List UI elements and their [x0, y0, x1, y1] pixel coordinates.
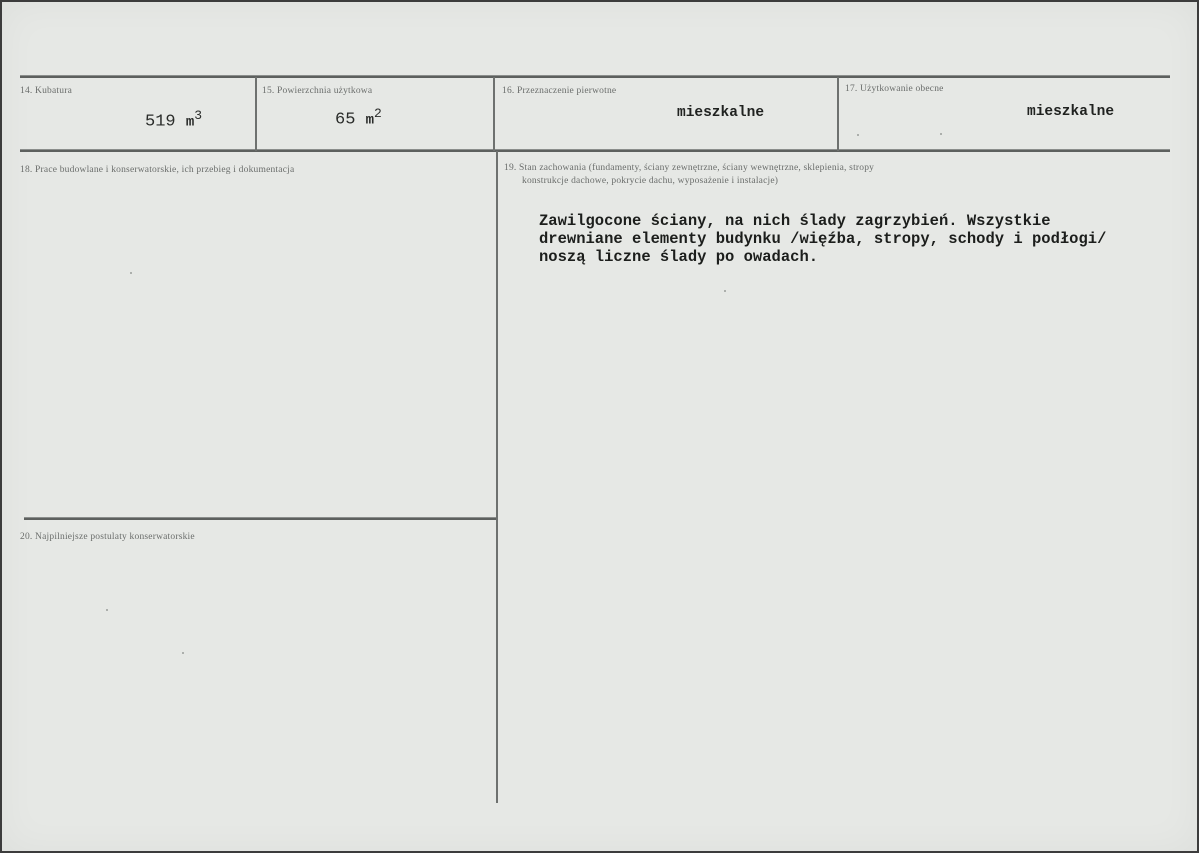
field-17-value: mieszkalne [1027, 104, 1115, 120]
field-15-value [335, 106, 382, 130]
paper-speck [940, 133, 942, 135]
main-divider [496, 151, 498, 803]
field-18-label: 18. Prace budowlane i konserwatorskie, ich przebieg i dokumentacja [20, 165, 295, 175]
paper-speck [857, 134, 859, 136]
paper-speck [182, 652, 184, 654]
volume-number: 519 [145, 112, 176, 132]
field20-rule [24, 517, 496, 520]
field-16-value: mieszkalne [677, 105, 765, 121]
area-number: 65 [335, 110, 356, 130]
condition-description [539, 212, 1106, 266]
condition-line: noszą liczne ślady po owadach. [539, 248, 819, 266]
top-rule [20, 75, 1170, 78]
condition-line: drewniane elementy budynku /więźba, stropy, schody i podłogi/ [539, 230, 1107, 248]
area-exponent: 2 [374, 106, 382, 121]
record-card [2, 2, 1197, 851]
divider-15-16 [493, 77, 495, 151]
field-19-label-line1: 19. Stan zachowania (fundamenty, ściany zewnętrzne, ściany wewnętrzne, sklepienia, stropy [504, 163, 875, 173]
field-14-value [145, 108, 202, 132]
condition-line: Zawilgocone ściany, na nich ślady zagrzybień. Wszystkie [539, 212, 1051, 230]
field-15-label: 15. Powierzchnia użytkowa [262, 86, 373, 96]
field-19-label-line2: konstrukcje dachowe, pokrycie dachu, wyposażenie i instalacje) [522, 176, 779, 186]
volume-unit: m [185, 114, 195, 131]
paper-speck [724, 290, 726, 292]
paper-speck [106, 609, 108, 611]
field-17-label: 17. Użytkowanie obecne [845, 84, 944, 94]
field-16-label: 16. Przeznaczenie pierwotne [502, 86, 617, 96]
divider-16-17 [837, 77, 839, 151]
row-rule [20, 149, 1170, 152]
paper-speck [130, 272, 132, 274]
volume-exponent: 3 [194, 108, 203, 123]
area-unit: m [365, 112, 375, 129]
divider-14-15 [255, 77, 257, 151]
field-20-label: 20. Najpilniejsze postulaty konserwatorskie [20, 532, 195, 542]
field-14-label: 14. Kubatura [20, 86, 72, 96]
